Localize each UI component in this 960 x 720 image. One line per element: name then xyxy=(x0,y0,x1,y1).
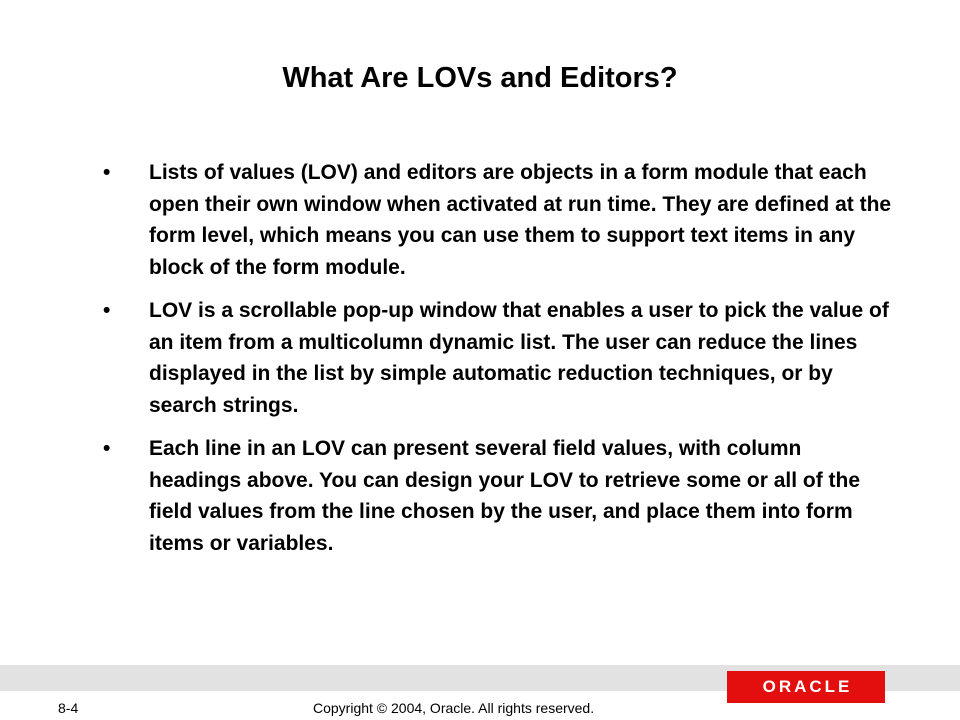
copyright-notice: Copyright © 2004, Oracle. All rights reserved. xyxy=(313,700,595,716)
bullet-icon: • xyxy=(103,437,111,460)
bullet-item-lov-editors xyxy=(103,157,893,283)
bullet-icon: • xyxy=(103,299,111,322)
bullet-text: Each line in an LOV can present several field values, with column headings above. You can design your LOV to retrieve some or all of the field values from the line chosen by the user, and place them into form items or variables. xyxy=(149,437,861,555)
bullet-text: LOV is a scrollable pop-up window that enables a user to pick the value of an item from a multicolumn dynamic list. The user can reduce the lines displayed in the list by simple automatic reduction techniques, or by search strings. xyxy=(149,299,889,417)
bullet-text: Lists of values (LOV) and editors are objects in a form module that each open their own window when activated at run time. They are defined at the form level, which means you can use them to support text items in any block of the form module. xyxy=(149,161,892,279)
bullet-item-lov-columns xyxy=(103,433,893,559)
bullet-list xyxy=(103,157,893,571)
bullet-item-lov-popup xyxy=(103,295,893,421)
oracle-logo xyxy=(727,671,885,703)
slide-title: What Are LOVs and Editors? xyxy=(282,62,678,94)
slide-number: 8-4 xyxy=(58,700,79,716)
bullet-icon: • xyxy=(103,161,111,184)
oracle-logo-text: ORACLE xyxy=(762,677,853,696)
